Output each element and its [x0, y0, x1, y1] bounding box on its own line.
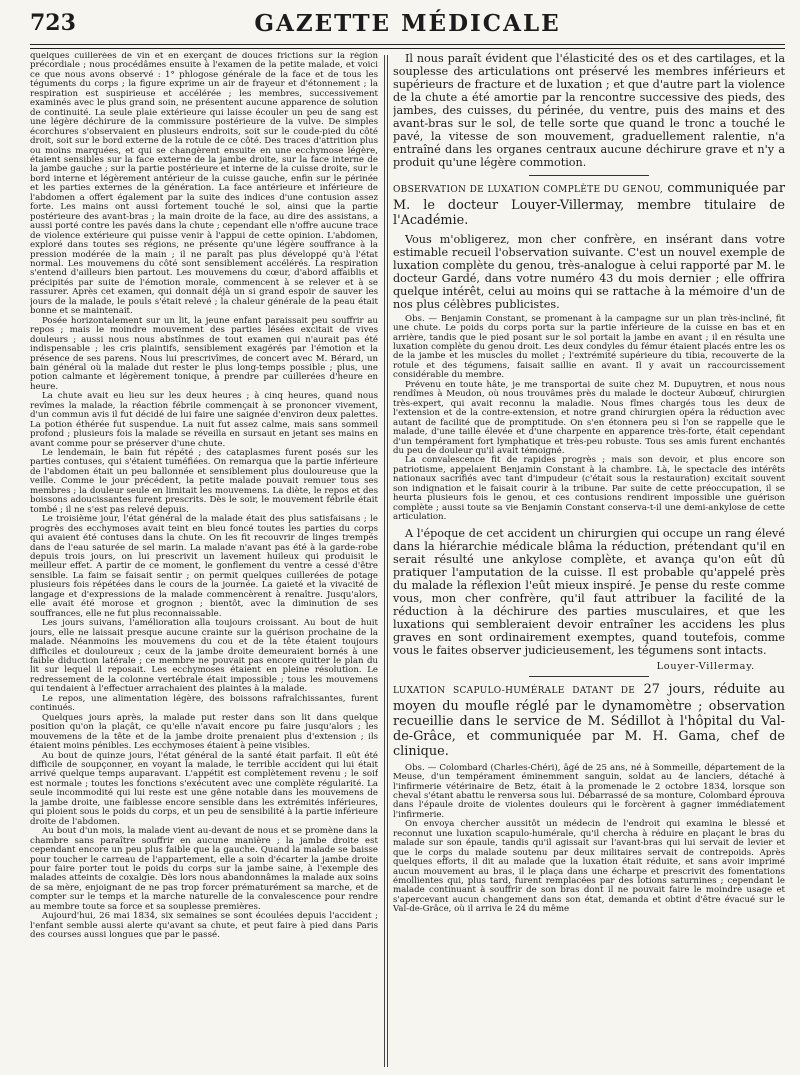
paragraph: Obs. — Benjamin Constant, se promenant à la campagne sur un plan très-incliné, fit une chute. Le poids du corps porta sur la partie inférieure de la cuisse en bas et en arrière, tandis que le pied posant sur le sol portait la jambe en avant ; il en résulta une luxation complète du genou droit. Les deux condyles du fémur étaient placés entre les os de la jambe et les muscles du mollet ; l'extrémité supérieure du tibia, recouverte de la rotule et des tégumens, faisait saillie en avant. Il y avait un raccourcissement considérable du membre. [393, 313, 785, 381]
column-divider-second [387, 55, 388, 1067]
heading-rest: communiquée par M. le docteur Louyer-Villermay, membre titulaire de l'Académie. [393, 181, 785, 229]
column-divider [384, 55, 385, 1067]
paragraph: Au bout d'un mois, la malade vient au-devant de nous et se promène dans la chambre sans paraître souffrir en aucune manière ; la jambe droite est cependant encore un peu plus faible que la gauche. Quand la malade se baisse pour toucher le carreau de l'appartement, elle a soin d'écarter la jambe droite pour faire porter tout le poids du corps sur la jambe saine, à l'exemple des malades atteints de coxalgie. Dès lors nous abandonnâmes la malade aux soins de sa mère, enjoignant de ne pas trop forcer prématurément sa marche, et de compter sur le temps et la marche naturelle de la convalescence pour rendre au membre toute sa force et sa souplesse premières. [30, 826, 378, 912]
left-column [30, 52, 378, 1070]
journal-title: GAZETTE MÉDICALE [254, 10, 561, 37]
heading-caps: OBSERVATION DE LUXATION COMPLÈTE DU GENOU, [393, 185, 664, 195]
paragraph: La chute avait eu lieu sur les deux heures ; à cinq heures, quand nous revîmes la malade, la réaction fébrile commençait à se prononcer vivement, d'un commun avis il fut décidé de lui faire une saignée d'environ deux palettes. La potion éthérée fut suspendue. La nuit fut assez calme, mais sans sommeil profond ; plusieurs fois la malade se réveilla en sursaut en jetant ses mains en avant comme pour se préserver d'une chute. [30, 391, 378, 449]
paragraph: La convalescence fit de rapides progrès ; mais son devoir, et plus encore son patriotisme, appelaient Benjamin Constant à la chambre. Là, le spectacle des intérêts nationaux sacrifiés avec tant d'impudeur (c'était sous la restauration) excitait souvent son indignation et le faisait courir à la tribune. Par suite de cette préoccupation, il se heurta plusieurs fois le genou, et ces contusions rendirent impossible une guérison complète ; aussi toute sa vie Benjamin Constant conserva-t-il une demi-ankylose de cette articulation. [393, 455, 785, 523]
article-heading [393, 181, 785, 229]
paragraph: Le repos, une alimentation légère, des boissons rafraîchissantes, furent continués. [30, 693, 378, 714]
paragraph: quelques cuillerées de vin et en exerçant de douces frictions sur la région précordiale ; nous procédâmes ensuite à l'examen de la petite malade, et voici ce que nous avons observé : 1° phlogose générale de la face et de tous les téguments du corps ; la figure exprime un air de frayeur et d'étonnement ; la respiration est suspirieuse et accélérée ; les membres, successivement examinés avec le plus grand soin, ne présentent aucune apparence de solution de continuité. La seule plaie extérieure qui laisse écouler un peu de sang est une légère déchirure de la commissure postérieure de la vulve. De simples écorchures s'observaient en plusieurs endroits, soit sur le coude-pied du côté droit, soit sur le bord externe de la rotule de ce côté. Des traces d'attrition plus ou moins marquées, et qui se changèrent ensuite en une ecchymose légère, étaient sensibles sur la face externe de la jambe droite, sur la face interne de la jambe gauche ; sur la partie postérieure et interne de la cuisse droite, sur le bord interne et légèrement antérieur de la cuisse gauche, enfin sur le périnée et les parties externes de la génération. La face antérieure et inférieure de l'abdomen a offert également par la suite des indices d'une contusion assez forte. Les mains ont aussi fortement touché le sol, ainsi que la partie postérieure des avant-bras ; la main droite de la face, au dire des assistans, a aussi porté contre les pavés dans la chute ; cependant elle n'offre aucune trace de violence extérieure qui puisse venir à l'appui de cette opinion. L'abdomen, exploré dans toutes ses régions, ne présente qu'une légère souffrance à la pression modérée de la main ; il ne paraît pas plus développé qu'à l'état normal. Les mouvemens du côté sont sensiblement accélérés. La respiration s'entend d'ailleurs bien partout. Les mouvemens du cœur, d'abord affaiblis et précipités par suite de l'émotion morale, commencent à se relever et à se rassurer. Après cet examen, qui donnait déjà un si grand espoir de sauver les jours de la malade, le pouls s'était relevé ; la chaleur générale de la peau était bonne et se maintenait. [30, 52, 378, 317]
heading-caps: LUXATION SCAPULO-HUMÉRALE DATANT DE [393, 685, 636, 696]
paragraph: Quelques jours après, la malade put rester dans son lit dans quelque position qu'on la plaçât, ce qu'elle n'avait encore pu faire jusqu'alors ; les mouvemens de la tête et de la jambe droite prenaient plus d'extension ; ils étaient moins pénibles. Les ecchymoses étaient à peine visibles. [30, 712, 378, 752]
paragraph: A l'époque de cet accident un chirurgien qui occupe un rang élevé dans la hiérarchie médicale blâma la réduction, prétendant qu'il en serait résulté une ankylose complète, et avança qu'on eût dû pratiquer l'amputation de la cuisse. Il est probable qu'appelé près du malade la réflexion l'eût mieux inspiré. Je pense du reste comme vous, mon cher confrère, qu'il faut attribuer la facilité de la réduction à la déchirure des parties musculaires, et que les luxations qui sembleraient devoir entraîner les accidens les plus graves en sont ordinairement exemptes, quand toutefois, comme vous le faites observer judicieusement, les tégumens sont intacts. [393, 526, 785, 657]
paragraph: Prévenu en toute hâte, je me transportai de suite chez M. Dupuytren, et nous nous rendîmes à Meudon, où nous trouvâmes près du malade le docteur Aubœuf, chirurgien très-expert, qui avait reconnu la maladie. Nous fîmes chargés tous les deux de l'extension et de la contre-extension, et notre grand chirurgien opéra la réduction avec autant de facilité que de promptitude. On s'en étonnera peu si l'on se rappelle que le malade, d'une taille élevée et d'une charpente en apparence très-forte, était cependant d'un tempérament fort lymphatique et très-peu robuste. Tous ses amis furent enchantés du peu de douleur qu'il avait témoigné. [393, 379, 785, 456]
page-number: 723 [30, 10, 76, 36]
heading-rest: 27 jours, réduite au moyen du moufle réglé par le dynamomètre ; observation recueillie dans le service de M. Sédillot à l'hôpital du Val-de-Grâce, et communiquée par M. H. Gama, chef de clinique. [393, 681, 785, 760]
paragraph: On envoya chercher aussitôt un médecin de l'endroit qui examina le blessé et reconnut une luxation scapulo-humérale, qu'il chercha à réduire en plaçant le bras du malade sur son épaule, tandis qu'il agissait sur l'avant-bras qui lui servait de levier et que le corps du malade soutenu par deux militaires servait de contrepoids. Après quelques efforts, il dit au malade que la luxation était réduite, et sans avoir imprimé aucun mouvement au bras, il le plaça dans une écharpe et prescrivit des fomentations émollientes qui, plus tard, furent remplacées par des lotions saturnines ; cependant le malade continuant à souffrir de son bras dont il ne pouvait faire le moindre usage et s'apercevant aucun changement dans son état, demanda et obtint d'être évacué sur le Val-de-Grâce, où il arriva le 24 du même [393, 819, 785, 915]
section-separator [529, 676, 649, 677]
paragraph: Le lendemain, le bain fut répété ; des cataplasmes furent posés sur les parties contuses, qui s'étaient tuméfiées. On remarqua que la partie inférieure de l'abdomen était un peu ballonnée et sensiblement plus douloureuse que la veille. Comme le jour précédent, la petite malade pouvait remuer tous ses membres ; la douleur seule en limitait les mouvemens. La diète, le repos et des boissons adoucissantes furent prescrits. Dès le soir, le mouvement fébrile était tombé ; il ne s'est pas relevé depuis. [30, 448, 378, 515]
article-heading [393, 682, 785, 760]
paragraph: Les jours suivans, l'amélioration alla toujours croissant. Au bout de huit jours, elle ne laissait presque aucune crainte sur la guérison prochaine de la malade. Néanmoins les mouvemens du cou et de la tête étaient toujours difficiles et douloureux ; ceux de la jambe droite demeuraient bornés à une faible diduction latérale ; ce membre ne pouvait pas encore quitter le plan du lit sur lequel il reposait. Les ecchymoses étaient en pleine résolution. Le redressement de la colonne vertébrale était impossible ; tous les mouvemens qui tendaient à l'effectuer arrachaient des plaintes à la malade. [30, 618, 378, 695]
paragraph: Posée horizontalement sur un lit, la jeune enfant paraissait peu souffrir au repos ; mais le moindre mouvement des parties lésées excitait de vives douleurs ; aussi nous nous abstînmes de tout examen qui n'aurait pas été indispensable ; les cris plaintifs, sensiblement exagérés par l'émotion et la présence de ses parens. Nous lui prescrivîmes, de concert avec M. Bérard, un bain général où la malade dut rester le plus long-temps possible ; plus, une potion calmante et légèrement tonique, à prendre par cuillerées d'heure en heure. [30, 315, 378, 392]
paragraph: Vous m'obligerez, mon cher confrère, en insérant dans votre estimable recueil l'observation suivante. C'est un nouvel exemple de luxation complète du genou, très-analogue à celui rapporté par M. le docteur Gardé, dans votre numéro 43 du mois dernier ; elle offrira quelque intérêt, celui au moins qui se rattache à la mémoire d'un de nos plus célèbres publicistes. [393, 232, 785, 311]
section-separator [529, 175, 649, 176]
paragraph: Aujourd'hui, 26 mai 1834, six semaines se sont écoulées depuis l'accident ; l'enfant semble aussi alerte qu'avant sa chute, et peut faire à pied dans Paris des courses aussi longues que par le passé. [30, 911, 378, 941]
paragraph: Au bout de quinze jours, l'état général de la santé était parfait. Il eût été difficile de soupçonner, en voyant la malade, le terrible accident qui lui était arrivé quelque temps auparavant. L'appétit est complètement revenu ; le soif est normale ; toutes les fonctions s'exécutent avec une complète régularité. La seule incommodité qui lui reste est une gêne notable dans les mouvemens de la jambe droite, une faiblesse encore sensible dans les extrémités inférieures, qui ploient sous le poids du corps, et un peu de sensibilité à la partie inférieure droite de l'abdomen. [30, 750, 378, 827]
paragraph: Le troisième jour, l'état général de la malade était des plus satisfaisans ; le progrès des ecchymoses avait teint en bleu foncé toutes les parties du corps qui avaient été contuses dans la chute. On les fit recouvrir de linges trempés dans de l'eau saturée de sel marin. La malade n'avant pas été à la garde-robe depuis trois jours, on lui prescrivit un lavement huileux qui produisit le meilleur effet. A partir de ce moment, le gonflement du ventre a cessé d'être sensible. La faim se faisait sentir ; on permit quelques cuillerées de potage plusieurs fois répétées dans le cours de la journée. La gaieté et la vivacité de langage et d'expressions de la malade commencèrent à renaître. Jusqu'alors, elle avait été morose et grognon ; bientôt, avec la diminution de ses souffrances, elle ne fut plus reconnaissable. [30, 514, 378, 619]
header-rule [30, 44, 785, 45]
signature: Louyer-Villermay. [656, 660, 755, 672]
paragraph: Obs. — Colombard (Charles-Chéri), âgé de 25 ans, né à Sommeille, département de la Meuse, d'un tempérament éminemment sanguin, soldat au 4e lanciers, détaché à l'infirmerie vétérinaire de Betz, était à la promenade le 2 octobre 1834, lorsque son cheval s'étant abattu le renversa sous lui. Débarrassé de sa monture, Colombard éprouva dans l'épaule droite de violentes douleurs qui le forcèrent à gagner immédiatement l'infirmerie. [393, 762, 785, 820]
header-rule-thin [30, 48, 785, 49]
paragraph: Il nous paraît évident que l'élasticité des os et des cartilages, et la souplesse des articulations ont préservé les membres inférieurs et supérieurs de fracture et de luxation ; et que d'autre part la violence de la chute a été amortie par la rencontre successive des pieds, des jambes, des cuisses, du périnée, du ventre, puis des mains et des avant-bras sur le sol, de telle sorte que quand le tronc a touché le pavé, la vitesse de son mouvement, graduellement ralentie, n'a entraîné dans les organes centraux aucune déchirure grave et n'y a produit qu'une légère commotion. [393, 52, 785, 169]
right-column [393, 52, 785, 1070]
